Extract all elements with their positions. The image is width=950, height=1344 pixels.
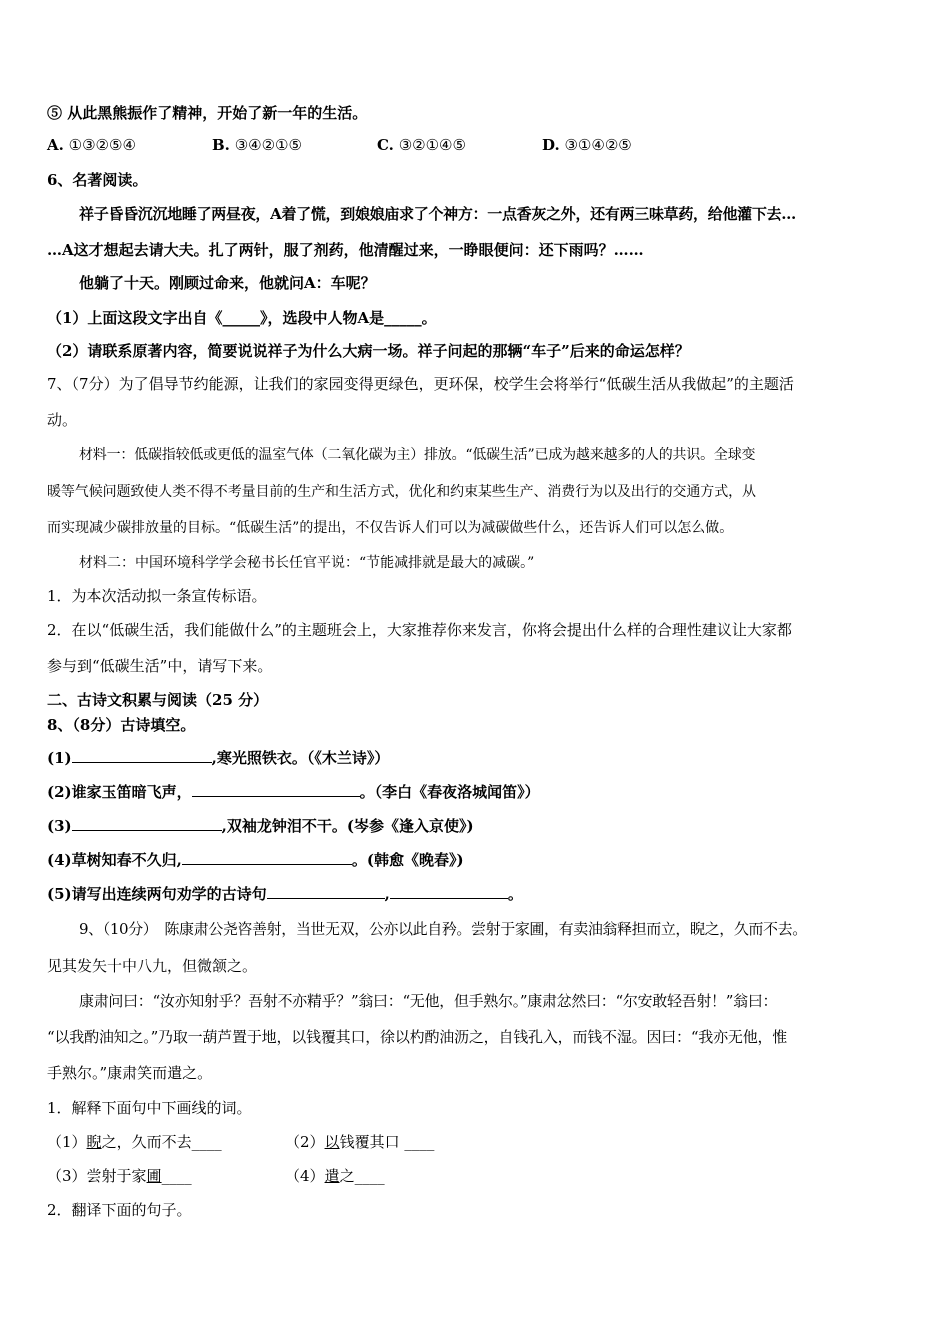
option-b[interactable]: B. ③④②①⑤ [212,136,302,154]
option-a[interactable]: A. ①③②⑤④ [47,136,136,154]
answer-blank[interactable] [182,850,352,865]
q5-item-5: ⑤ 从此黑熊振作了精神，开始了新一年的生活。 [47,104,368,122]
answer-blank[interactable] [72,748,212,763]
q6-passage-line-3: 他躺了十天。刚顾过命来，他就问A：车呢？ [79,274,376,292]
q7-material-1-line-1: 材料一：低碳指较低或更低的温室气体（二氧化碳为主）排放。“低碳生活”已成为越来越多的人的共识。全球变 [79,447,756,463]
q5-options [47,135,907,155]
option-c[interactable]: C. ③②①④⑤ [377,136,466,154]
q8-line-1: (1) ,寒光照铁衣。（《木兰诗》） [47,749,390,767]
q8-line-2: (2)谁家玉笛暗飞声， 。（李白《春夜洛城闻笛》） [47,783,540,801]
q6-passage-line-2: …A这才想起去请大夫。扎了两针，服了剂药，他清醒过来，一睁眼便问：还下雨吗？…… [47,241,644,259]
q7-stem-line-1: 7、（7分）为了倡导节约能源，让我们的家园变得更绿色，更环保，校学生会将举行“低碳生活从我做起”的主题活 [47,375,794,393]
q6-sub-1: （1）上面这段文字出自《_____》，选段中人物A是_____。 [47,309,437,327]
answer-blank[interactable] [192,782,360,797]
q9-sub-4: （4）遣之____ [285,1167,385,1185]
q9-subquestions-row-1 [47,1132,907,1152]
q6-title: 6、名著阅读。 [47,171,148,189]
q7-material-2: 材料二：中国环境科学学会秘书长任官平说：“节能减排就是最大的减碳。” [79,555,535,571]
q8-line-3: (3) ,双袖龙钟泪不干。(岑参《逢入京使》) [47,817,474,835]
q9-sub-3: （3）尝射于家圃____ [47,1167,192,1185]
answer-blank[interactable] [267,884,385,899]
q8-line-4: (4)草树知春不久归, 。(韩愈《晚春》) [47,851,464,869]
q7-stem-line-2: 动。 [47,411,78,429]
q9-sub-1: （1）睨之，久而不去____ [47,1133,222,1151]
q9-task-1: 1．解释下面句中下画线的词。 [47,1099,252,1117]
q7-task-2-line-1: 2．在以“低碳生活，我们能做什么”的主题班会上，大家推荐你来发言，你将会提出什么样的合理性建议让大家都 [47,621,792,639]
q9-task-2: 2．翻译下面的句子。 [47,1201,192,1219]
q6-passage-line-1: 祥子昏昏沉沉地睡了两昼夜，A着了慌，到娘娘庙求了个神方：一点香灰之外，还有两三味草药，给他灌下去… [79,205,796,223]
q8-title: 8、（8分）古诗填空。 [47,716,196,734]
q9-passage-line-1: 9、（10分） 陈康肃公尧咨善射，当世无双，公亦以此自矜。尝射于家圃，有卖油翁释担而立，睨之，久而不去。 [79,920,807,938]
option-d[interactable]: D. ③①④②⑤ [542,136,632,154]
answer-blank[interactable] [72,816,222,831]
section-2-heading: 二、古诗文积累与阅读（25 分） [47,691,269,709]
q9-passage-line-2: 见其发矢十中八九，但微颔之。 [47,957,258,975]
q9-passage-line-5: 手熟尔。”康肃笑而遣之。 [47,1064,213,1082]
q7-task-1: 1．为本次活动拟一条宣传标语。 [47,587,267,605]
q7-material-1-line-3: 而实现减少碳排放量的目标。“低碳生活”的提出，不仅告诉人们可以为减碳做些什么，还告诉人们可以怎么做。 [47,520,734,536]
q9-passage-line-3: 康肃问曰：“汝亦知射乎？吾射不亦精乎？”翁曰：“无他，但手熟尔。”康肃忿然曰：“尔安敢轻吾射！”翁曰： [79,992,778,1010]
q9-subquestions-row-2 [47,1166,907,1186]
q6-sub-2: （2）请联系原著内容，简要说说祥子为什么大病一场。祥子问起的那辆“车子”后来的命运怎样？ [47,342,690,360]
q9-passage-line-4: “以我酌油知之。”乃取一葫芦置于地，以钱覆其口，徐以杓酌油沥之，自钱孔入，而钱不湿。因曰：“我亦无他，惟 [47,1028,788,1046]
q9-sub-2: （2）以钱覆其口 ____ [285,1133,435,1151]
q8-line-5: (5)请写出连续两句劝学的古诗句 , 。 [47,885,523,903]
q7-task-2-line-2: 参与到“低碳生活”中，请写下来。 [47,657,273,675]
q7-material-1-line-2: 暖等气候问题致使人类不得不考量目前的生产和生活方式，优化和约束某些生产、消费行为以及出行的交通方式，从 [47,484,756,500]
answer-blank[interactable] [390,884,508,899]
